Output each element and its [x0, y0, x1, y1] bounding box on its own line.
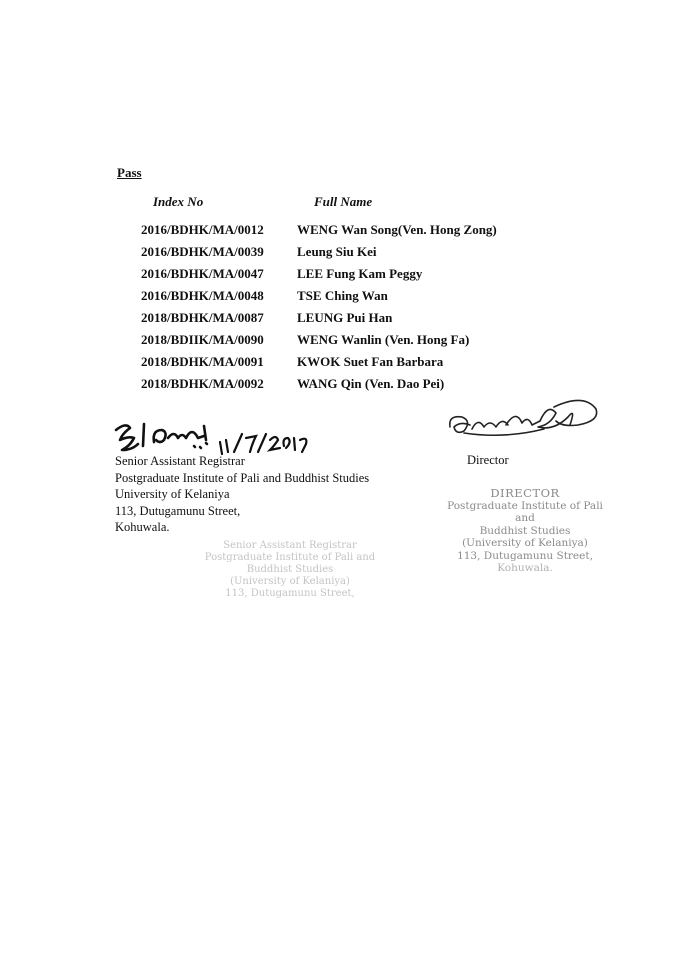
- full-name: WENG Wan Song(Ven. Hong Zong): [297, 222, 497, 237]
- stamp-line: (University of Kelaniya): [462, 537, 588, 549]
- city: Kohuwala.: [115, 520, 170, 534]
- column-header-index: Index No: [153, 194, 204, 209]
- index-no: 2018/BDHK/MA/0087: [141, 310, 264, 325]
- stamp-line: (University of Kelaniya): [230, 576, 350, 587]
- registrar-signature: [112, 416, 312, 456]
- stamp-line: Buddhist Studies: [479, 524, 571, 537]
- index-no: 2018/BDIIK/MA/0090: [141, 332, 264, 347]
- list-item: [141, 353, 497, 375]
- index-no: 2016/BDHK/MA/0039: [141, 244, 264, 259]
- stamp-line: Buddhist Studies: [246, 564, 334, 575]
- stamp-line: 113, Dutugamunu Street,: [457, 549, 593, 562]
- registrar-address: [115, 453, 369, 536]
- stamp-line: Postgraduate Institute of Pali and: [447, 499, 603, 524]
- stamp-line: Kohuwala.: [497, 562, 553, 574]
- stamp-title: DIRECTOR: [490, 486, 560, 500]
- full-name: LEUNG Pui Han: [297, 310, 393, 325]
- street-address: 113, Dutugamunu Street,: [115, 503, 241, 518]
- column-header-full-name: Full Name: [314, 194, 373, 209]
- index-no: 2018/BDHK/MA/0091: [141, 354, 264, 369]
- list-item: [141, 287, 497, 309]
- full-name: LEE Fung Kam Peggy: [297, 266, 423, 281]
- index-no: 2016/BDHK/MA/0012: [141, 222, 264, 237]
- section-title: Pass: [117, 165, 142, 180]
- stamp-line: Senior Assistant Registrar: [223, 540, 357, 551]
- list-item: [141, 331, 497, 353]
- list-item: [141, 265, 497, 287]
- index-no: 2018/BDHK/MA/0092: [141, 376, 264, 391]
- full-name: TSE Ching Wan: [297, 288, 388, 303]
- stamp-line: 113, Dutugamunu Street,: [225, 588, 355, 599]
- full-name: WANG Qin (Ven. Dao Pei): [297, 376, 445, 391]
- registrar-stamp: [200, 540, 380, 600]
- list-item: [141, 309, 497, 331]
- full-name: KWOK Suet Fan Barbara: [297, 354, 444, 369]
- full-name: Leung Siu Kei: [297, 244, 377, 259]
- list-item: [141, 375, 497, 397]
- university-name: University of Kelaniya: [115, 487, 230, 501]
- stamp-line: Postgraduate Institute of Pali and: [204, 552, 376, 563]
- full-name: WENG Wanlin (Ven. Hong Fa): [297, 332, 470, 347]
- list-item: [141, 243, 497, 265]
- index-no: 2016/BDHK/MA/0048: [141, 288, 264, 303]
- institute-name: Postgraduate Institute of Pali and Buddhist Studies: [115, 470, 370, 485]
- index-no: 2016/BDHK/MA/0047: [141, 266, 264, 281]
- director-stamp: [437, 487, 613, 575]
- list-item: [141, 221, 497, 243]
- pass-list: [141, 221, 497, 397]
- director-signature: [444, 395, 604, 447]
- registrar-title: Senior Assistant Registrar: [115, 454, 245, 468]
- director-label: Director: [467, 453, 509, 467]
